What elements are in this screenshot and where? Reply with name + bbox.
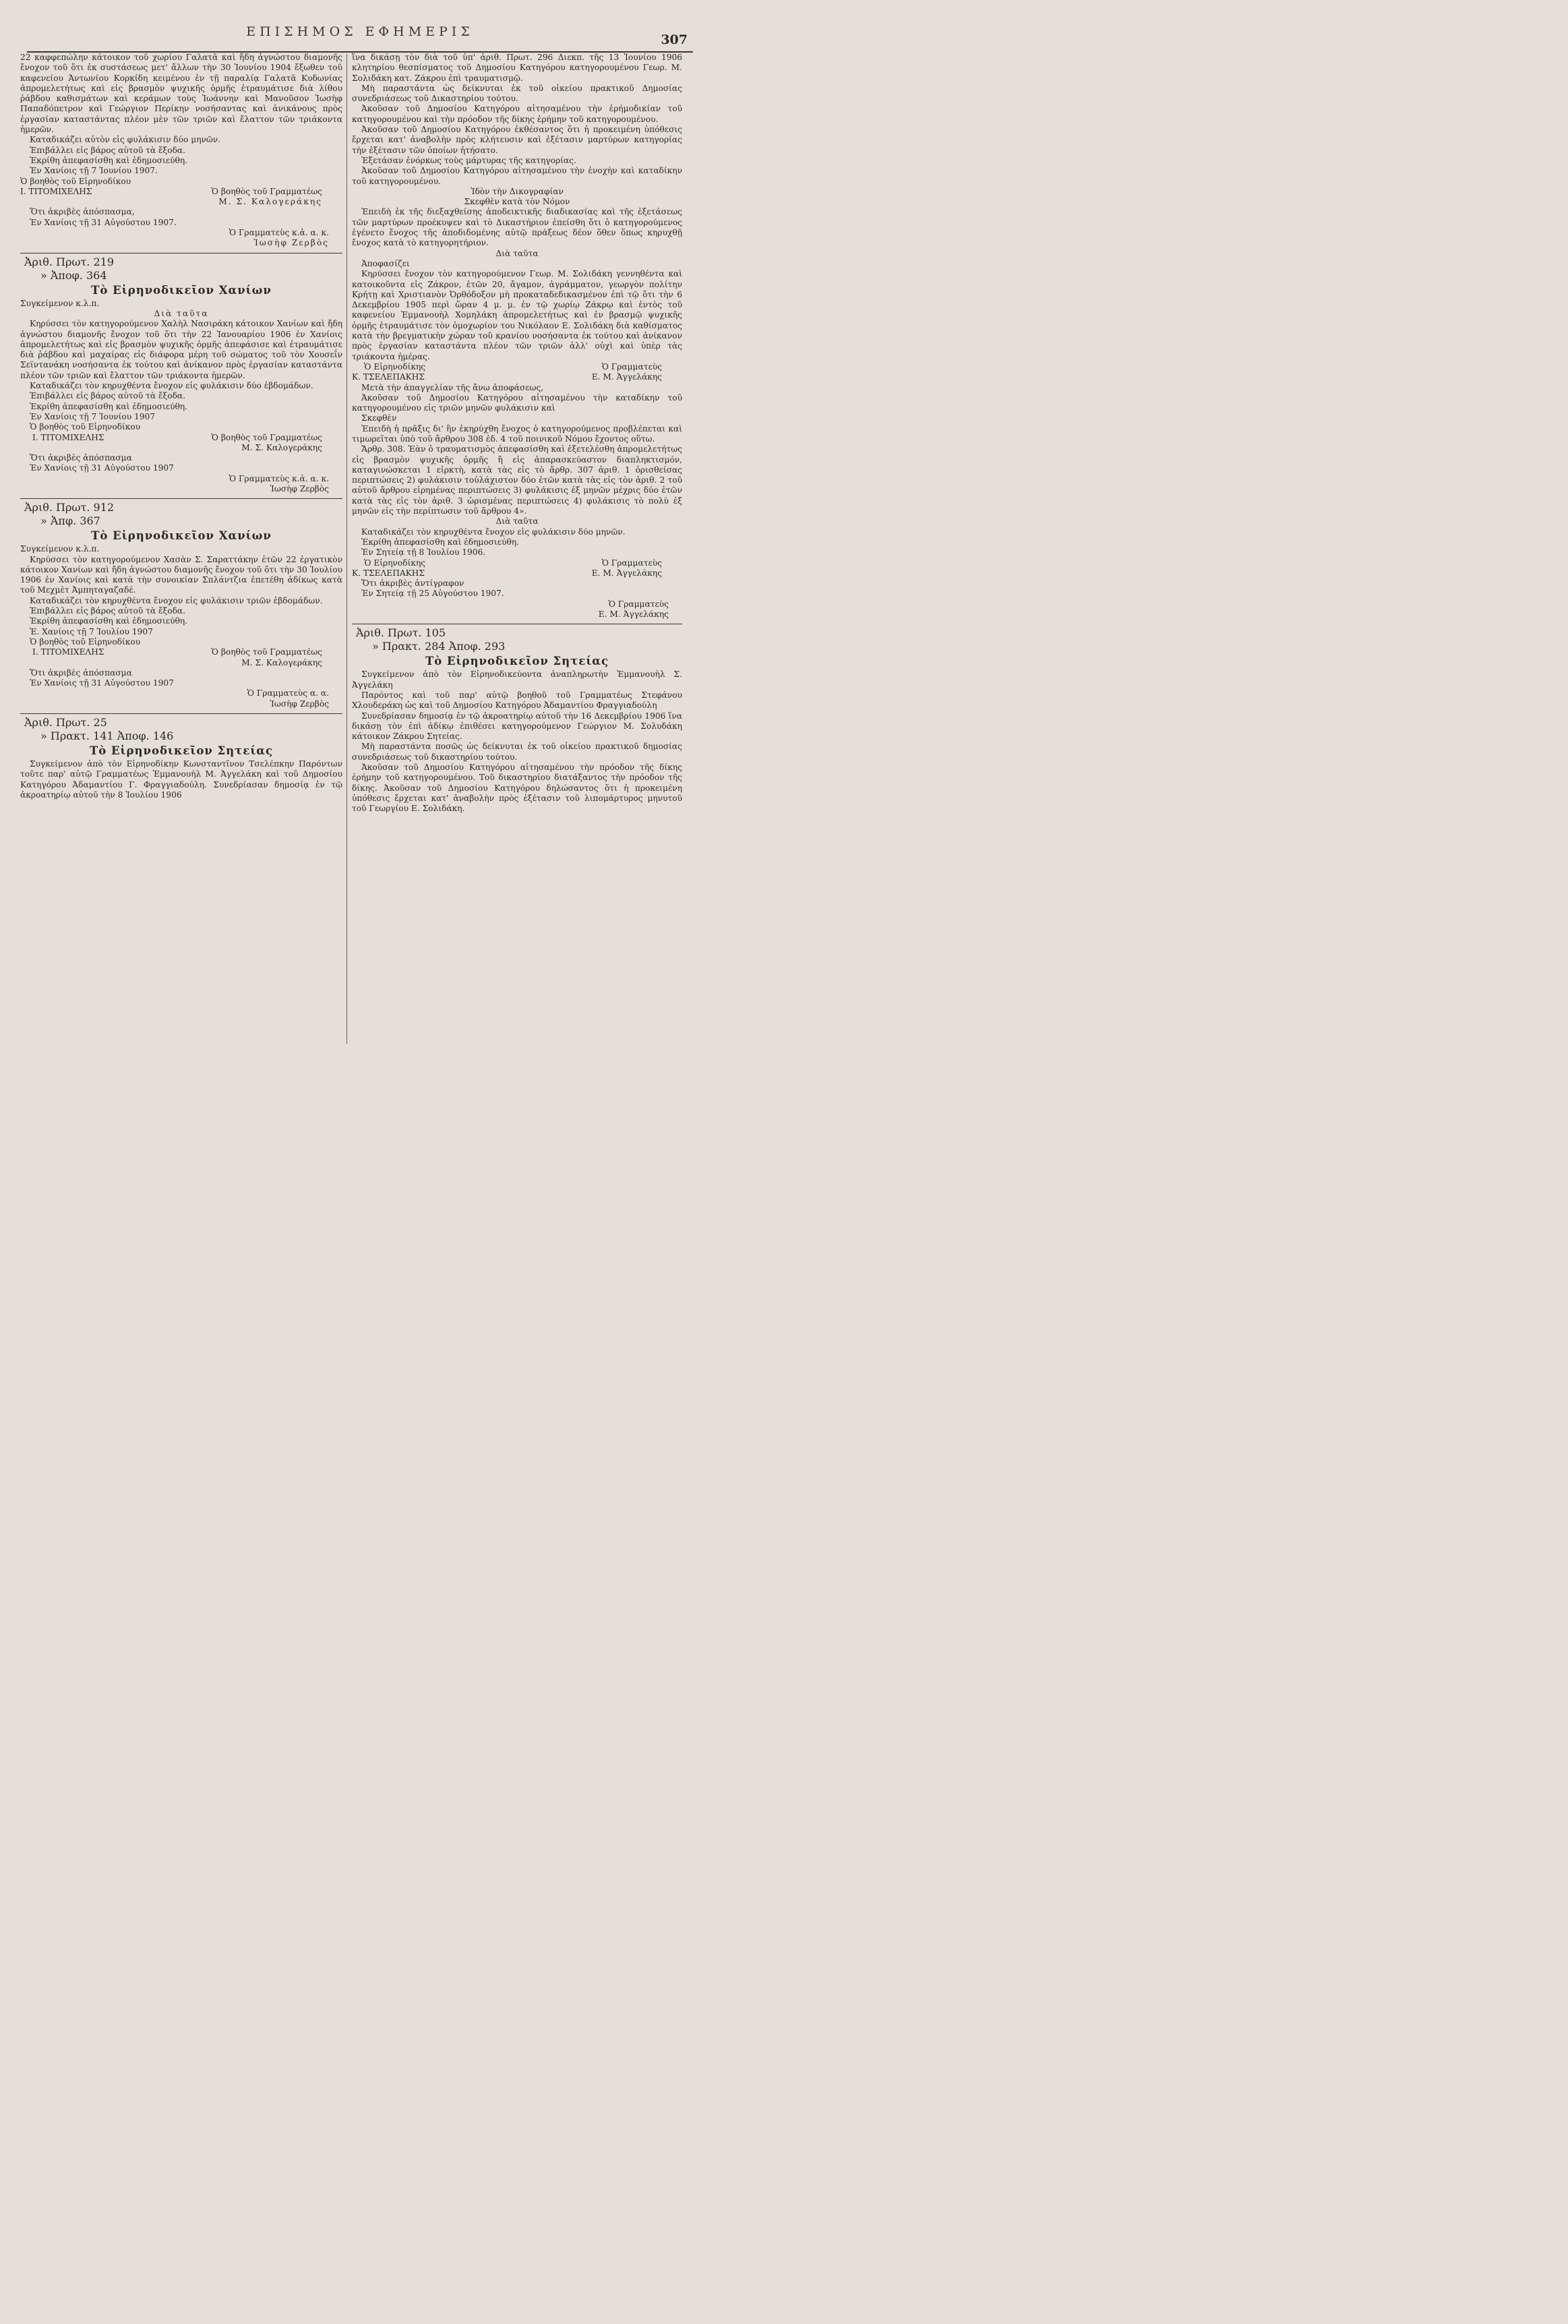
section-rule <box>20 253 342 254</box>
paragraph: Ἐπειδὴ ἐκ τῆς διεξαχθείσης ἀποδεικτικῆς διαδικασίας καὶ τῆς ἐξετάσεως τῶν μαρτύρων προέκυψεν καὶ τὸ Δικαστήριον ἐπείσθη ὅτι ὁ κατηγορούμενος ἐγένετο ἔνοχος τῆς ἀποδιδομένης αὐτῷ πράξεως δέον ὅθεν ὅπως κηρυχθῇ ἔνοχος κατὰ τὸ κατηγορητήριον. <box>352 207 682 248</box>
signature-block <box>20 658 342 668</box>
paragraph: Ἄρθρ. 308. Ἐὰν ὁ τραυματισμὸς ἀπεφασίσθη καὶ ἐξετελέσθη ἀπρομελετήτως εἰς βρασμὸν ψυχικῆς ὁρμῆς ἢ εἰς ἀπαρασκεύαστον διαπληκτισμόν, καταγινώσκεται 1 εἱρκτὴ, κατὰ τὰς εἰς τὸ ἄρθρ. 307 ἀριθ. 1 ὁρισθείσας περιπτώσεις 2) φυλάκισιν τοὐλάχιστον δύο ἐτῶν κατὰ τὰς εἰς τὸν ἀριθ. 2 τοῦ αὐτοῦ ἄρθρου εἰρημένας περιπτώσεις 3) φυλάκισις ἐξ μηνῶν μέχρις δύο ἐτῶν κατὰ τὰς εἰς τὸν ἀριθ. 3 ὡρισμένας περιπτώσεις 4) φυλάκισις τὸ πολὺ ἐξ μηνῶν εἰς τὴν περίπτωσιν τοῦ ἄρθρου 4». <box>352 444 682 516</box>
text-line: Ὅτι ἀκριβὲς ἀπόσπασμα, <box>30 207 135 217</box>
signature-title: Ὁ βοηθὸς τοῦ Εἰρηνοδίκου <box>30 422 141 432</box>
signature-title: Ὁ βοηθὸς τοῦ Εἰρηνοδίκου <box>20 176 131 186</box>
newspaper-title: ΕΠΙΣΗΜΟΣ ΕΦΗΜΕΡΙΣ <box>246 24 474 39</box>
subheading: Ἀποφασίζει <box>361 258 410 268</box>
court-heading: Τὸ Εἰρηνοδικεῖον Χανίων <box>91 529 272 543</box>
decision-number: » Ἀπφ. 367 <box>40 514 100 528</box>
subheading: Ἰδὸν τὴν Δικογραφίαν <box>471 186 564 196</box>
protocol-number: Ἀριθ. Πρωτ. 105 <box>356 626 446 640</box>
signature-name: Κ. ΤΣΕΛΕΠΑΚΗΣ <box>352 372 425 382</box>
section-rule <box>20 498 342 499</box>
paragraph: Ἀκοῦσαν τοῦ Δημοσίου Κατηγόρου αἰτησαμένου τὴν ἐνοχὴν καὶ καταδίκην τοῦ κατηγορουμένου. <box>352 166 682 186</box>
paragraph: Ἀκοῦσαν τοῦ Δημοσίου Κατηγόρου αἰτησαμένου τὴν πρόοδον τῆς δίκης ἐρήμην τοῦ κατηγορουμένου. Τοῦ δικαστηρίου διατάξαντος τὴν πρόοδον τῆς δίκης. Ἀκοῦσαν τοῦ Δημοσίου Κατηγόρου δηλώσαντος ὅτι ἡ προκειμένη ὑπόθεσις ἔρχεται κατ' ἀναβολὴν πρὸς ἐξέτασιν τοῦ λιπομάρτυρος μηνυτοῦ τοῦ Γεωργίου Ε. Σολιδάκη. <box>352 763 682 814</box>
signature-title: Ὁ Γραμματεὺς <box>601 361 662 371</box>
paragraph: Ἀκοῦσαν τοῦ Δημοσίου Κατηγόρου αἰτησαμένου τὴν ἐρήμοδικίαν τοῦ κατηγορουμένου καὶ τὴν πρόοδον τῆς δίκης ἐρήμην τοῦ κατηγορουμένου. <box>352 104 682 124</box>
signature-title: Ὁ βοηθὸς τοῦ Γραμματέως <box>211 647 322 657</box>
paragraph: Κηρύσσει τὸν κατηγορούμενον Χασὰν Σ. Σαραττάκην ἐτῶν 22 ἐργατικὸν κάτοικον Χανίων καὶ ἤδη ἀγνώστου διαμονῆς ἔνοχον τοῦ ὅτι τὴν 30 Ἰουλίου 1906 ἐν Χανίοις καὶ κατὰ τὴν συνοικίαν Σπλάντζια ἐπετέθη ἀδίκως κατὰ τοῦ Μεχμὲτ Ἀμπηταγαζαδέ. <box>20 554 342 595</box>
signature-block <box>20 443 342 453</box>
signature-title: Ὁ Εἰρηνοδίκης <box>364 361 426 371</box>
text-line: Καταδικάζει τὸν κηρυχθέντα ἔνοχον εἰς φυλάκισιν τριῶν ἑβδομάδων. <box>30 595 323 605</box>
subheading: Σκεφθὲν κατὰ τὸν Νόμον <box>464 197 570 207</box>
paragraph: 22 καφφεπώλην κάτοικον τοῦ χωρίου Γαλατᾶ καὶ ἤδη ἀγνώστου διαμονῆς ἔνοχον τοῦ ὅτι ἐκ συστάσεως μετ' ἄλλων τὴν 30 Ἰουνίου 1904 ἔξωθεν τοῦ καφενείου Ἀντωνίου Κορκίδη κειμένου ἐν τῇ παραλίᾳ Γαλατᾶ Κυδωνίας ἀπρομελετήτως καὶ εἰς βρασμὸν ψυχικῆς ὁρμῆς ἐτραυμάτισε διὰ λίθου ῥάβδου καθισμάτων καὶ κεράμων τοὺς Ἰωάννην καὶ Μανοῦσον Ἰωσὴφ Παπαδόπετρον καὶ Γεώργιον Περίκην νοσήσαντας καὶ ἀνικάνους πρὸς ἐργασίαν καταστάντας πλέον μὲν τῶν τριῶν καὶ ἔλαττον τῶν τριάκοντα ἡμερῶν. <box>20 53 342 135</box>
text-line: Καταδικάζει τὸν κηρυχθέντα ἔνοχον εἰς φυλάκισιν δύο μηνῶν. <box>361 527 626 537</box>
signature-title: Ὁ Εἰρηνοδίκης <box>364 558 426 568</box>
signature-name: Ἰωσὴφ Ζερβὸς <box>270 698 329 709</box>
subheading: Διὰ ταῦτα <box>495 248 539 258</box>
signature-name: Ι. ΤΙΤΟΜΙΧΕΛΗΣ <box>20 186 92 196</box>
paragraph: Ἐπειδὴ ἡ πρᾶξις δι' ἣν ἐκηρύχθη ἔνοχος ὁ κατηγορούμενος προβλέπεται καὶ τιμωρεῖται ὑπὸ τοῦ ἄρθρου 308 ἐδ. 4 τοῦ ποινικοῦ Νόμου ἔχοντος οὕτω. <box>352 423 682 444</box>
section-rule <box>20 713 342 714</box>
protocol-number: Ἀριθ. Πρωτ. 912 <box>24 501 115 514</box>
text-line: Ἐν Χανίοις τῇ 31 Αὐγούστου 1907. <box>30 217 177 227</box>
signature-block <box>352 558 682 568</box>
signature-name: Ι. ΤΙΤΟΜΙΧΕΛΗΣ <box>32 647 104 657</box>
signature-block <box>352 568 682 578</box>
paragraph: Ἀκοῦσαν τοῦ Δημοσίου Κατηγόρου αἰτησαμένου τὴν καταδίκην τοῦ κατηγορουμένου εἰς τριῶν μηνῶν φυλάκισιν καὶ <box>352 392 682 413</box>
text-line: Ἐκρίθη ἀπεφασίσθη καὶ ἐδημοσιεύθη. <box>361 537 519 547</box>
text-line: Ὅτι ἀκριβὲς ἀπόσπασμα <box>30 453 132 463</box>
signature-name: Ἰωσὴφ Ζερβὸς <box>253 238 329 248</box>
signature-title: Ὁ Γραμματεὺς κ.ἁ. α. κ. <box>229 473 329 483</box>
signature-block <box>20 177 342 187</box>
paragraph: Παρόντος καὶ τοῦ παρ' αὐτῷ βοηθοῦ τοῦ Γραμματέως Στεφάνου Χλουδεράκη ὡς καὶ τοῦ Δημοσίου Κατηγόρου Ἀδαμαντίου Φραγγιαδούλη <box>352 690 682 711</box>
signature-title: Ὁ Γραμματεὺς <box>601 558 662 568</box>
signature-title: Ὁ Γραμματεὺς κ.ἁ. α. κ. <box>229 228 329 238</box>
paragraph: Κηρύσσει τὸν κατηγορούμενον Χαλὴλ Νασιράκη κάτοικον Χανίων καὶ ἤδη ἀγνώστου διαμονῆς ἔνοχον τοῦ ὅτι τὴν 22 Ἰανουαρίου 1906 ἐν Χανίοις ἀπρομελετήτως καὶ εἰς βρασμὸν ψυχικῆς ὁρμῆς ἀπεφάσισε καὶ ἐτραυμάτισε διὰ ῥάβδου καὶ μαχαίρας εἰς διάφορα μέρη τοῦ σώματος τοῦ τὸν Χουσεΐν Σεϊντανάκη νοσήσαντα ἐκ τούτου καὶ ἀνίκανον πρὸς ἐργασίαν καταστάντα πλέον τῶν τριῶν καὶ ἔλαττον τῶν τριάκοντα ἡμερῶν. <box>20 319 342 380</box>
paragraph: Κηρύσσει ἔνοχον τὸν κατηγορούμενον Γεωρ. Μ. Σολιδάκη γεννηθέντα καὶ κατοικοῦντα εἰς Ζάκρον, ἐτῶν 20, ἄγαμον, ἀγράμματον, γεωργὸν πολίτην Κρήτῃ καὶ Χριστιανὸν Ὀρθόδοξον μὴ προκαταδεδικασμένον ἐπὶ τῷ ὅτι τὴν 6 Δεκεμβρίου 1905 περὶ ὥραν 4 μ. μ. ἐν τῷ χωρίῳ Ζάκρῳ καὶ ἐντὸς τοῦ καφενείου Ἐμμανουὴλ Χομηλάκη ἀπρομελετήτως καὶ ἐν βρασμῷ ψυχικῆς ὁρμῆς ἐτραυμάτισε τὸν ὁμοχωρίον του Νικόλαον Ε. Σολιδάκη διὰ καθίσματος κατὰ τὴν βρεγματικὴν χώραν τοῦ κρανίου νοσήσαντα ἐκ τούτου καὶ ἀνίκανον πρὸς ἐργασίαν καταστάντα πλέον τῶν τριῶν ἀλλ' οὐχὶ καὶ ὑπὲρ τὰς τριάκοντα ἡμέρας. <box>352 269 682 361</box>
signature-block <box>20 647 342 657</box>
signature-name: Ι. ΤΙΤΟΜΙΧΕΛΗΣ <box>32 432 104 442</box>
signature-name: Μ. Σ. Καλογεράκης <box>241 657 322 667</box>
paragraph: Συγκείμενον ἀπὸ τὸν Εἰρηνοδίκην Κωνσταντῖνον Τσελέπκην Παρόντων τοῦτε παρ' αὐτῷ Γραμματέως Ἐμμανουὴλ Μ. Ἀγγελάκη καὶ τοῦ Δημοσίου Κατηγόρου Ἀδαμαντίου Γ. Φραγγιαδούλη. Συνεδρίασαν δημοσίᾳ ἐν τῷ ἀκροατηρίῳ αὐτοῦ τὴν 8 Ἰουλίου 1906 <box>20 759 342 800</box>
text-line: Συγκείμενον κ.λ.π. <box>20 298 100 308</box>
subheading: Διὰ ταῦτα <box>495 516 539 527</box>
court-heading: Τὸ Εἰρηνοδικεῖον Σητείας <box>425 655 609 668</box>
text-line: Ἐν Σητείᾳ τῇ 8 Ἰουλίου 1906. <box>361 547 486 558</box>
signature-title: Ὁ βοηθὸς τοῦ Γραμματέως <box>211 186 322 196</box>
text-line: Καταδικάζει τὸν κηρυχθέντα ἔνοχον εἰς φυλάκισιν δύο ἑβδομάδων. <box>30 381 313 391</box>
text-line: Ἐν Χανίοις τῇ 31 Αὐγούστου 1907 <box>30 463 174 473</box>
text-line: Ἐ. Χανίοις τῇ 7 Ἰουλίου 1907 <box>30 626 153 636</box>
text-line: Ἐν Χανίοις τῇ 7 Ἰουνίου 1907 <box>30 411 156 421</box>
text-line: Ὅτι ἀκριβὲς ἀντίγραφον <box>361 578 464 589</box>
signature-name: Μ. Σ. Καλογεράκης <box>241 442 322 452</box>
protocol-number: Ἀριθ. Πρωτ. 219 <box>24 255 115 268</box>
signature-block <box>20 187 342 197</box>
text-line: Ἐν Σητείᾳ τῇ 25 Αὐγούστου 1907. <box>361 589 504 599</box>
signature-title: Ὁ Γραμματεὺς α. α. <box>247 688 329 698</box>
signature-block <box>352 362 682 372</box>
signature-name: Ε. Μ. Ἀγγελάκης <box>598 609 669 620</box>
signature-name: Κ. ΤΣΕΛΕΠΑΚΗΣ <box>352 568 425 578</box>
signature-block <box>20 197 342 207</box>
decision-number: » Πρακτ. 284 Ἀποφ. 293 <box>372 640 506 653</box>
paragraph: Ἐξετάσαν ἐνόρκως τοὺς μάρτυρας τῆς κατηγορίας. <box>361 155 576 165</box>
court-heading: Τὸ Εἰρηνοδικεῖον Σητείας <box>89 744 274 758</box>
signature-block <box>20 433 342 443</box>
text-line: Ἐκρίθη ἀπεφασίσθη καὶ ἐδημοσιεύθη. <box>30 155 187 165</box>
signature-name: Ἰωσὴφ Ζερβὸς <box>270 483 329 494</box>
protocol-number: Ἀριθ. Πρωτ. 25 <box>24 716 107 729</box>
text-line: Ἐπιβάλλει εἰς βάρος αὐτοῦ τὰ ἔξοδα. <box>30 606 186 616</box>
paragraph: Συνεδρίασαν δημοσίᾳ ἐν τῷ ἀκροατηρίῳ αὐτοῦ τὴν 16 Δεκεμβρίου 1906 ἵνα δικάσῃ τὸν ἐπὶ ἀδίκῳ ἐπιθέσει κατηγορούμενον Γεώργιον Μ. Σολυδάκη κάτοικον Ζάκρου Σητείας. <box>352 711 682 742</box>
signature-title: Ὁ βοηθὸς τοῦ Γραμματέως <box>211 432 322 442</box>
subheading: Σκεφθὲν <box>361 413 397 423</box>
court-heading: Τὸ Εἰρηνοδικεῖον Χανίων <box>91 283 272 297</box>
text-line: Ἐκρίθη ἀπεφασίσθη καὶ ἐδημοσιεύθη. <box>30 616 187 626</box>
text-line: Ἐπιβάλλει εἰς βάρος αὐτοῦ τὰ ἔξοδα. <box>30 391 186 401</box>
text-line: Μετὰ τὴν ἀπαγγελίαν τῆς ἄνω ἀποφάσεως, <box>361 382 544 392</box>
paragraph: ἵνα δικάσῃ τὸν διὰ τοῦ ὑπ' ἀριθ. Πρωτ. 296 Διεκπ. τῆς 13 Ἰουνίου 1906 κλητηρίου θεσπίσματος τοῦ Δημοσίου Κατηγόρου κατηγορουμένου Γεωρ. Μ. Σολιδάκη κατ. Ζάκρου ἐπὶ τραυματισμῷ. <box>352 53 682 83</box>
text-line: Ἐκρίθη ἀπεφασίσθη καὶ ἐδημοσιεύθη. <box>30 401 187 411</box>
text-line: Ἐπιβάλλει εἰς βάρος αὐτοῦ τὰ ἔξοδα. <box>30 145 186 155</box>
text-line: Συγκείμενον κ.λ.π. <box>20 544 100 554</box>
signature-name: Μ. Σ. Καλογεράκης <box>218 197 322 207</box>
text-line: Καταδικάζει αὐτὸν εἰς φυλάκισιν δύο μηνῶν. <box>30 135 221 145</box>
subheading: Διὰ ταῦτα <box>154 308 209 318</box>
signature-block <box>352 372 682 382</box>
paragraph: Ἀκοῦσαν τοῦ Δημοσίου Κατηγόρου ἐκθέσαντος ὅτι ἡ προκειμένη ὑπόθεσις ἔρχεται κατ' ἀναβολὴν πρὸς κλήτευσιν καὶ ἐξέτασιν μαρτύρων κατηγορίας τὴν ἐξέτασιν τῶν ὁποίων ἠτήσατο. <box>352 125 682 155</box>
paragraph: Συγκείμενον ἀπὸ τὸν Εἰρηνοδικεύοντα ἀναπληρωτὴν Ἐμμανουὴλ Σ. Ἀγγελάκη <box>352 669 682 690</box>
decision-number: » Πρακτ. 141 Ἀποφ. 146 <box>40 729 174 743</box>
paragraph: Μὴ παραστάντα ποσῶς ὡς δείκνυται ἐκ τοῦ οἰκείου πρακτικοῦ δημοσίας συνεδριάσεως τοῦ δικαστηρίου τούτου. <box>352 742 682 762</box>
signature-name: Ε. Μ. Ἀγγελάκης <box>591 568 662 578</box>
text-line: Ἐν Χανίοις τῇ 31 Αὐγούστου 1907 <box>30 678 174 688</box>
page-number: 307 <box>661 32 688 47</box>
paragraph: Μὴ παραστάντα ὡς δείκνυται ἐκ τοῦ οἰκείου πρακτικοῦ Δημοσίας συνεδριάσεως τοῦ Δικαστηρίου τούτου. <box>352 83 682 104</box>
signature-title: Ὁ βοηθὸς τοῦ Εἰρηνοδίκου <box>30 636 141 647</box>
text-line: Ἐν Χανίοις τῇ 7 Ἰουνίου 1907. <box>30 166 158 176</box>
right-column <box>352 53 682 1044</box>
signature-name: Ε. Μ. Ἀγγελάκης <box>591 372 662 382</box>
left-column <box>20 53 342 1044</box>
column-divider <box>346 54 347 1044</box>
page-header <box>27 19 693 53</box>
decision-number: » Ἀποφ. 364 <box>40 268 107 282</box>
text-line: Ὅτι ἀκριβὲς ἀπόσπασμα <box>30 667 132 678</box>
signature-title: Ὁ Γραμματεὺς <box>608 599 669 609</box>
